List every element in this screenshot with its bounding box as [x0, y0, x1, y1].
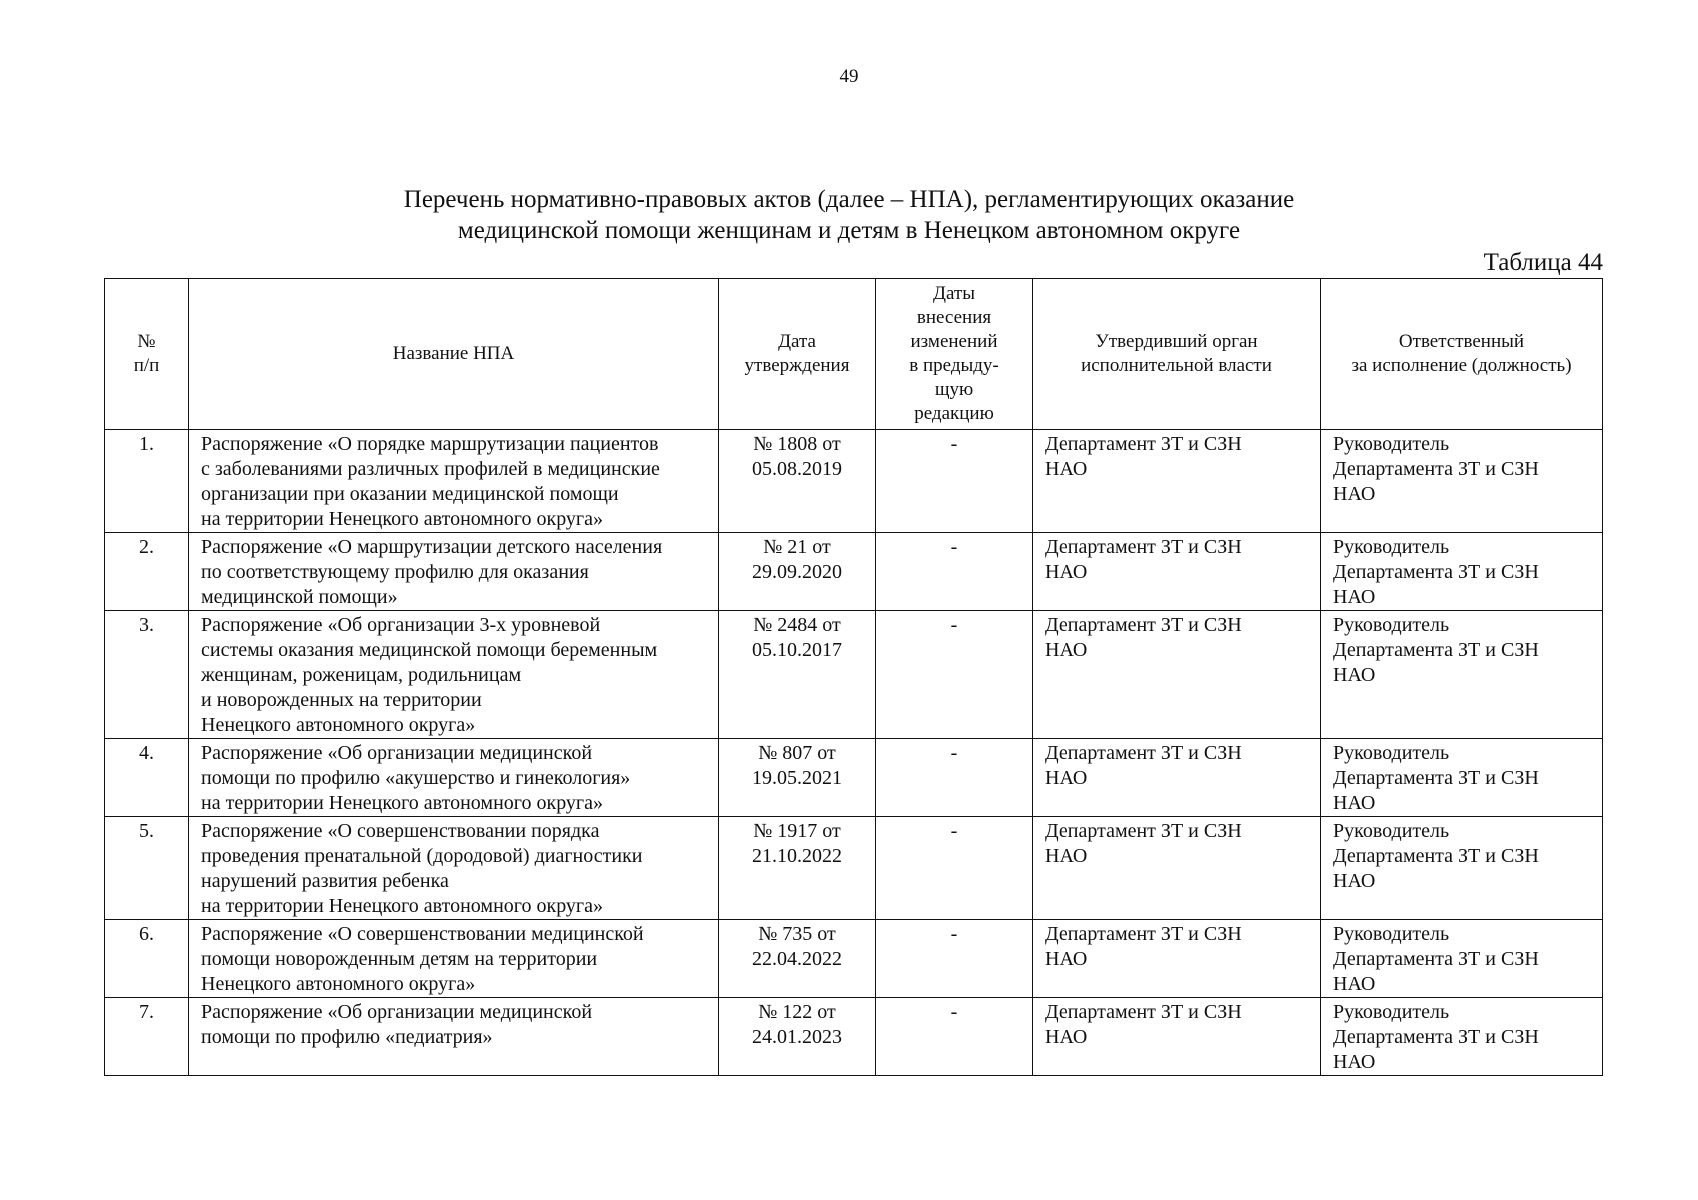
table-row [105, 533, 1603, 611]
responsible-position-line: Департамента ЗТ и СЗН [1333, 845, 1539, 867]
npa-name [189, 430, 719, 533]
header-authority [1033, 279, 1321, 430]
change-dates: - [876, 920, 1033, 998]
approval-date [719, 430, 876, 533]
responsible-position-line: Департамента ЗТ и СЗН [1333, 767, 1539, 789]
row-number: 5. [105, 817, 189, 920]
change-dates: - [876, 998, 1033, 1076]
npa-name-line: системы оказания медицинской помощи беременным [201, 639, 658, 661]
approving-authority-line: Департамент ЗТ и СЗН [1045, 614, 1242, 636]
header-changes [876, 279, 1033, 430]
npa-name-line: проведения пренатальной (дородовой) диагностики [201, 845, 643, 867]
approving-authority-line: Департамент ЗТ и СЗН [1045, 536, 1242, 558]
approving-authority-line: НАО [1045, 639, 1088, 661]
approving-authority-line: НАО [1045, 845, 1088, 867]
approving-authority [1033, 739, 1321, 817]
approving-authority-line: НАО [1045, 1026, 1088, 1048]
responsible-position-line: Департамента ЗТ и СЗН [1333, 948, 1539, 970]
responsible-position [1321, 533, 1603, 611]
responsible-position-line: НАО [1333, 483, 1376, 505]
approving-authority-line: НАО [1045, 948, 1088, 970]
header-num [105, 279, 189, 430]
npa-name-line: Распоряжение «Об организации медицинской [201, 742, 593, 764]
change-dates: - [876, 430, 1033, 533]
responsible-position-line: НАО [1333, 870, 1376, 892]
npa-name-line: с заболеваниями различных профилей в медицинские [201, 458, 660, 480]
npa-name-line: по соответствующему профилю для оказания [201, 561, 589, 583]
header-responsible [1321, 279, 1603, 430]
table-row [105, 817, 1603, 920]
header-num-line: № [137, 331, 156, 352]
approval-date-line: № 21 от [763, 536, 831, 558]
responsible-position-line: Департамента ЗТ и СЗН [1333, 561, 1539, 583]
npa-name-line: помощи по профилю «педиатрия» [201, 1026, 493, 1048]
approval-date-line: 05.10.2017 [752, 639, 842, 661]
header-authority-line: исполнительной власти [1081, 355, 1272, 376]
approving-authority-line: Департамент ЗТ и СЗН [1045, 820, 1242, 842]
approval-date-line: 24.01.2023 [752, 1026, 842, 1048]
npa-name-line: Распоряжение «О порядке маршрутизации пациентов [201, 433, 659, 455]
row-number: 7. [105, 998, 189, 1076]
header-responsible-line: Ответственный [1398, 331, 1525, 352]
npa-table [104, 278, 1603, 1076]
responsible-position [1321, 430, 1603, 533]
approving-authority [1033, 920, 1321, 998]
header-name-line: Название НПА [392, 343, 515, 364]
approving-authority-line: НАО [1045, 767, 1088, 789]
responsible-position [1321, 998, 1603, 1076]
npa-name [189, 817, 719, 920]
responsible-position-line: НАО [1333, 664, 1376, 686]
npa-name [189, 998, 719, 1076]
npa-name [189, 611, 719, 739]
npa-name-line: на территории Ненецкого автономного округа» [201, 895, 604, 917]
table-header-row [105, 279, 1603, 430]
approving-authority-line: Департамент ЗТ и СЗН [1045, 433, 1242, 455]
npa-name-line: Ненецкого автономного округа» [201, 973, 476, 995]
responsible-position-line: Руководитель [1333, 433, 1450, 455]
responsible-position-line: НАО [1333, 792, 1376, 814]
approval-date [719, 998, 876, 1076]
header-authority-line: Утвердивший орган [1095, 331, 1258, 352]
approval-date-line: № 807 от [758, 742, 836, 764]
npa-name [189, 920, 719, 998]
table-row [105, 739, 1603, 817]
responsible-position-line: Руководитель [1333, 742, 1450, 764]
approval-date [719, 611, 876, 739]
npa-name-line: и новорожденных на территории [201, 689, 482, 711]
table-label: Таблица 44 [1483, 249, 1603, 276]
responsible-position [1321, 920, 1603, 998]
header-changes-line: щую [934, 379, 974, 400]
header-num-line: п/п [133, 355, 160, 376]
change-dates: - [876, 739, 1033, 817]
approving-authority-line: НАО [1045, 458, 1088, 480]
table-row [105, 430, 1603, 533]
approving-authority [1033, 611, 1321, 739]
document-title [200, 184, 1498, 246]
header-changes-line: редакцию [914, 403, 994, 424]
npa-table-body [105, 430, 1603, 1076]
npa-name-line: женщинам, роженицам, родильницам [201, 664, 522, 686]
responsible-position [1321, 739, 1603, 817]
header-changes-line: изменений [910, 331, 998, 352]
row-number: 6. [105, 920, 189, 998]
approving-authority [1033, 430, 1321, 533]
responsible-position-line: Департамента ЗТ и СЗН [1333, 639, 1539, 661]
npa-name [189, 533, 719, 611]
header-changes-line: в предыду- [909, 355, 999, 376]
approving-authority [1033, 533, 1321, 611]
row-number: 4. [105, 739, 189, 817]
approval-date [719, 739, 876, 817]
approving-authority-line: НАО [1045, 561, 1088, 583]
approval-date-line: № 1808 от [753, 433, 841, 455]
responsible-position [1321, 817, 1603, 920]
change-dates: - [876, 817, 1033, 920]
npa-name-line: Распоряжение «О совершенствовании порядка [201, 820, 600, 842]
responsible-position-line: Руководитель [1333, 820, 1450, 842]
table-row [105, 920, 1603, 998]
npa-name-line: на территории Ненецкого автономного округа» [201, 792, 604, 814]
row-number: 2. [105, 533, 189, 611]
approving-authority-line: Департамент ЗТ и СЗН [1045, 742, 1242, 764]
responsible-position-line: НАО [1333, 586, 1376, 608]
responsible-position-line: Департамента ЗТ и СЗН [1333, 458, 1539, 480]
npa-name-line: медицинской помощи» [201, 586, 398, 608]
responsible-position-line: Руководитель [1333, 1001, 1450, 1023]
approving-authority-line: Департамент ЗТ и СЗН [1045, 923, 1242, 945]
npa-name [189, 739, 719, 817]
approval-date-line: 19.05.2021 [752, 767, 842, 789]
npa-name-line: Распоряжение «О совершенствовании медицинской [201, 923, 644, 945]
approval-date-line: 29.09.2020 [752, 561, 842, 583]
document-title-line-2: медицинской помощи женщинам и детям в Ненецком автономном округе [457, 217, 1241, 244]
approval-date [719, 817, 876, 920]
npa-name-line: на территории Ненецкого автономного округа» [201, 508, 604, 530]
approving-authority-line: Департамент ЗТ и СЗН [1045, 1001, 1242, 1023]
row-number: 3. [105, 611, 189, 739]
approval-date-line: 21.10.2022 [752, 845, 842, 867]
responsible-position-line: Руководитель [1333, 614, 1450, 636]
responsible-position [1321, 611, 1603, 739]
npa-name-line: Ненецкого автономного округа» [201, 714, 476, 736]
approval-date-line: № 122 от [758, 1001, 836, 1023]
responsible-position-line: НАО [1333, 973, 1376, 995]
npa-name-line: нарушений развития ребенка [201, 870, 449, 892]
table-row [105, 998, 1603, 1076]
responsible-position-line: Руководитель [1333, 536, 1450, 558]
npa-name-line: организации при оказании медицинской помощи [201, 483, 619, 505]
change-dates: - [876, 533, 1033, 611]
approval-date [719, 533, 876, 611]
page-number: 49 [839, 66, 859, 87]
approval-date-line: № 735 от [758, 923, 836, 945]
header-changes-line: внесения [916, 307, 992, 328]
header-date-line: Дата [778, 331, 816, 352]
document-title-line-1: Перечень нормативно-правовых актов (далее – НПА), регламентирующих оказание [403, 186, 1295, 213]
approving-authority [1033, 998, 1321, 1076]
approval-date [719, 920, 876, 998]
table-row [105, 611, 1603, 739]
npa-name-line: помощи по профилю «акушерство и гинекология» [201, 767, 631, 789]
approval-date-line: 22.04.2022 [752, 948, 842, 970]
header-name [189, 279, 719, 430]
header-date-line: утверждения [744, 355, 850, 376]
npa-name-line: Распоряжение «Об организации 3-х уровневой [201, 614, 601, 636]
header-date [719, 279, 876, 430]
header-responsible-line: за исполнение (должность) [1351, 355, 1572, 376]
responsible-position-line: НАО [1333, 1051, 1376, 1073]
approval-date-line: 05.08.2019 [752, 458, 842, 480]
responsible-position-line: Департамента ЗТ и СЗН [1333, 1026, 1539, 1048]
row-number: 1. [105, 430, 189, 533]
npa-name-line: помощи новорожденным детям на территории [201, 948, 598, 970]
approval-date-line: № 1917 от [753, 820, 841, 842]
change-dates: - [876, 611, 1033, 739]
header-changes-line: Даты [933, 283, 975, 304]
approving-authority [1033, 817, 1321, 920]
approval-date-line: № 2484 от [753, 614, 841, 636]
npa-name-line: Распоряжение «О маршрутизации детского населения [201, 536, 663, 558]
npa-name-line: Распоряжение «Об организации медицинской [201, 1001, 593, 1023]
responsible-position-line: Руководитель [1333, 923, 1450, 945]
